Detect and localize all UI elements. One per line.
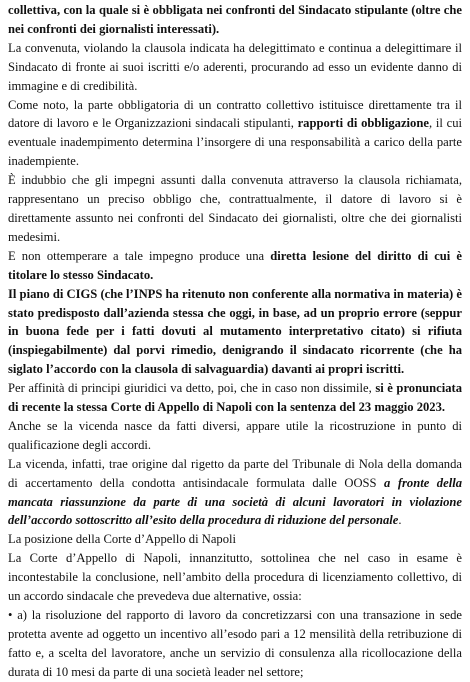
paragraph	[8, 285, 462, 380]
paragraph	[8, 379, 462, 417]
text-run: La Corte d’Appello di Napoli, innanzitutto, sottolinea che nel caso in esame è incontestabile la conclusione, nell’ambito della procedura di licenziamento collettivo, di un accordo sindacale che prevedeva due alternative, ossia:	[8, 551, 462, 604]
text-run: a fronte della mancata riassunzione da parte di una società di alcuni lavoratori in violazione dell’accordo sottoscritto all’esito della procedura di riduzione del personale	[8, 475, 462, 528]
text-run: La posizione della Corte d’Appello di Napoli	[8, 532, 237, 547]
text-run: diretta lesione del diritto di cui è titolare lo stesso Sindacato.	[8, 248, 462, 282]
text-run: collettiva, con la quale si è obbligata nei confronti del Sindacato stipulante (oltre che nei confronti dei giornalisti interessati).	[8, 3, 462, 36]
text-run: La convenuta, violando la clausola indicata ha delegittimato e continua a delegittimare il Sindacato di fronte ai suoi iscritti e/o aderenti, procurando ad esso un evidente danno di immagine e di credibilità.	[8, 40, 462, 93]
paragraph	[8, 39, 462, 96]
text-run: si è pronunciata di recente la stessa Corte di Appello di Napoli con la sentenza del 23 maggio 2023.	[8, 381, 462, 415]
text-run: .	[398, 513, 402, 528]
paragraph	[8, 1, 462, 39]
paragraph	[8, 96, 462, 172]
text-run: E non ottemperare a tale impegno produce una	[8, 248, 271, 263]
paragraph	[8, 171, 462, 247]
text-run: , il cui eventuale inadempimento determina l’insorgere di una responsabilità a carico della parte inadempiente.	[8, 116, 462, 169]
paragraph	[8, 530, 462, 549]
text-run: Come noto, la parte obbligatoria di un contratto collettivo istituisce direttamente tra il datore di lavoro e le Organizzazioni sindacali stipulanti,	[8, 97, 462, 131]
text-run: Per affinità di principi giuridici va detto, poi, che in caso non dissimile,	[8, 381, 376, 396]
paragraph	[8, 417, 462, 455]
paragraph	[8, 606, 462, 682]
paragraph	[8, 455, 462, 531]
text-run: Il piano di CIGS (che l’INPS ha ritenuto non conferente alla normativa in materia) è stato predisposto dall’azienda stessa che oggi, in base, ad un proprio errore (seppur in buona fede per i fatti dovuti al mutamento interpretativo citato) si rifiuta (inspiegabilmente) dal porvi rimedio, denigrando il sindacato ricorrente (che ha siglato l’accordo con la clausola di salvaguardia) davanti ai propri iscritti.	[8, 286, 462, 377]
text-run: Anche se la vicenda nasce da fatti diversi, appare utile la ricostruzione in punto di qualificazione degli accordi.	[8, 418, 462, 452]
text-run: rapporti di obbligazione	[297, 116, 429, 131]
text-run: La vicenda, infatti, trae origine dal rigetto da parte del Tribunale di Nola della domanda di accertamento della condotta antisindacale formulata dalle OOSS	[8, 456, 462, 490]
paragraph	[8, 549, 462, 606]
paragraph	[8, 247, 462, 285]
text-run: È indubbio che gli impegni assunti dalla convenuta attraverso la clausola richiamata, rappresentano un preciso obbligo che, contrattualmente, il datore di lavoro si è direttamente assunto nei confronti del Sindacato dei giornalisti, oltre che dei giornalisti medesimi.	[8, 173, 462, 244]
text-run: • a) la risoluzione del rapporto di lavoro da concretizzarsi con una transazione in sede protetta avente ad oggetto un incentivo all’esodo pari a 12 mensilità della retribuzione di fatto e, a scelta del lavoratore, anche un servizio di consulenza alla ricollocazione della durata di 10 mesi da parte di una società leader nel settore;	[8, 608, 462, 679]
